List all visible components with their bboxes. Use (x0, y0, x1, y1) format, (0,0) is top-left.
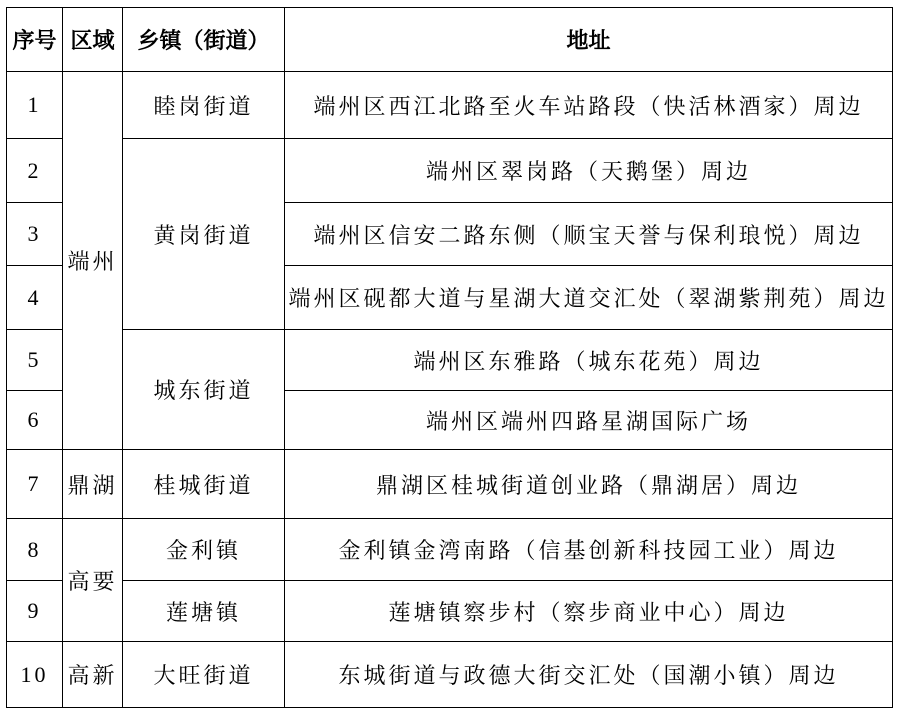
address-table (6, 7, 893, 708)
region-cell: 鼎湖 (63, 450, 123, 519)
table-row (7, 450, 893, 519)
address-cell: 端州区东雅路（城东花苑）周边 (285, 330, 893, 391)
town-cell: 睦岗街道 (123, 72, 285, 139)
row-seq: 7 (7, 450, 63, 519)
address-cell: 金利镇金湾南路（信基创新科技园工业）周边 (285, 519, 893, 581)
town-cell: 大旺街道 (123, 642, 285, 708)
row-seq: 1 (7, 72, 63, 139)
table-header-row (7, 8, 893, 72)
row-seq: 8 (7, 519, 63, 581)
row-seq: 6 (7, 391, 63, 450)
header-town: 乡镇（街道） (123, 8, 285, 72)
header-address: 地址 (285, 8, 893, 72)
address-cell: 莲塘镇察步村（察步商业中心）周边 (285, 581, 893, 642)
table-row (7, 581, 893, 642)
table-row (7, 330, 893, 391)
town-cell: 城东街道 (123, 330, 285, 450)
table-row (7, 139, 893, 203)
town-cell: 金利镇 (123, 519, 285, 581)
town-cell: 桂城街道 (123, 450, 285, 519)
table-row (7, 519, 893, 581)
town-cell: 莲塘镇 (123, 581, 285, 642)
address-cell: 端州区端州四路星湖国际广场 (285, 391, 893, 450)
row-seq: 4 (7, 266, 63, 330)
row-seq: 5 (7, 330, 63, 391)
address-cell: 端州区砚都大道与星湖大道交汇处（翠湖紫荆苑）周边 (285, 266, 893, 330)
row-seq: 2 (7, 139, 63, 203)
address-cell: 鼎湖区桂城街道创业路（鼎湖居）周边 (285, 450, 893, 519)
address-cell: 端州区翠岗路（天鹅堡）周边 (285, 139, 893, 203)
address-cell: 端州区西江北路至火车站路段（快活林酒家）周边 (285, 72, 893, 139)
region-cell: 端州 (63, 72, 123, 450)
row-seq: 9 (7, 581, 63, 642)
table-row (7, 72, 893, 139)
table-row (7, 642, 893, 708)
header-seq: 序号 (7, 8, 63, 72)
region-cell: 高新 (63, 642, 123, 708)
address-cell: 东城街道与政德大街交汇处（国潮小镇）周边 (285, 642, 893, 708)
header-region: 区域 (63, 8, 123, 72)
row-seq: 10 (7, 642, 63, 708)
address-cell: 端州区信安二路东侧（顺宝天誉与保利琅悦）周边 (285, 203, 893, 266)
row-seq: 3 (7, 203, 63, 266)
town-cell: 黄岗街道 (123, 139, 285, 330)
region-cell: 高要 (63, 519, 123, 642)
